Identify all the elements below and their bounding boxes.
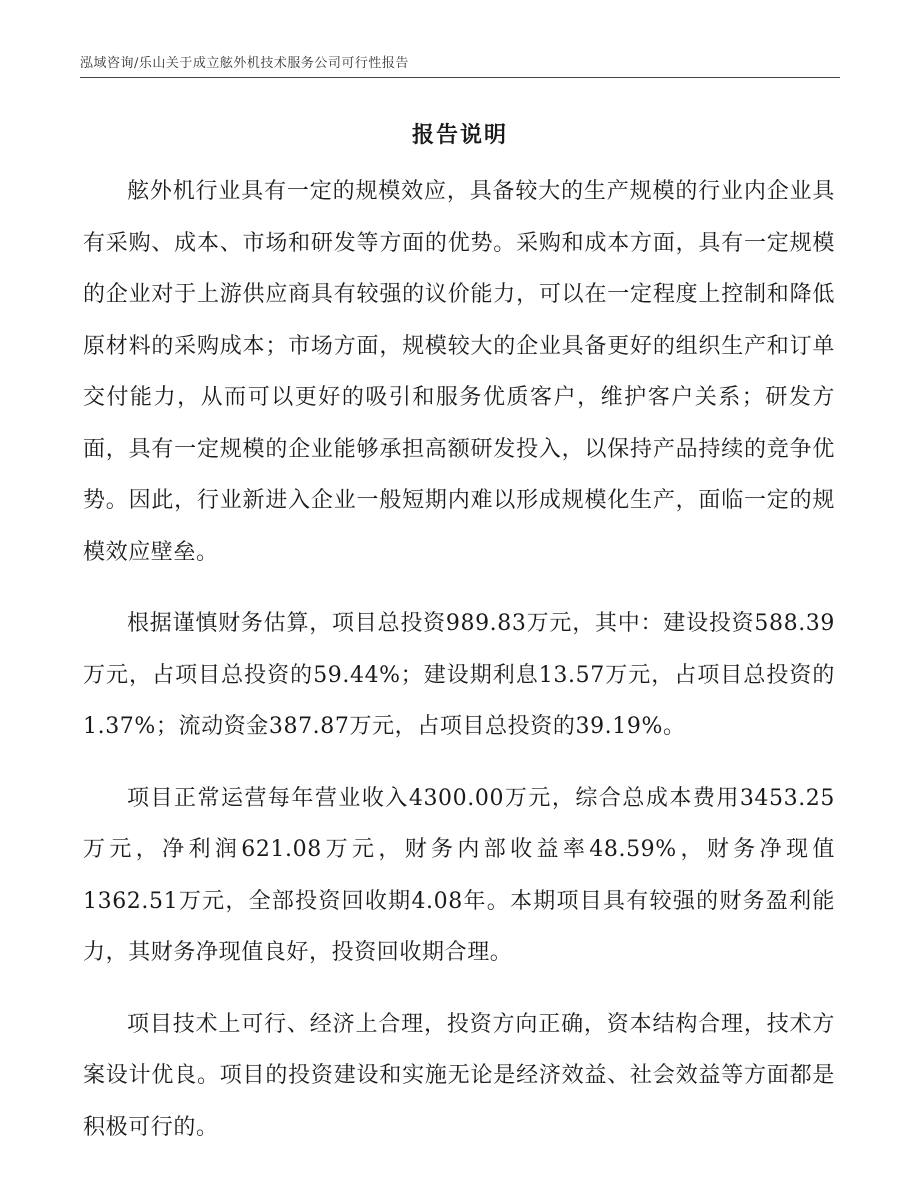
paragraph-industry-scale: 舷外机行业具有一定的规模效应，具备较大的生产规模的行业内企业具有采购、成本、市场和研发等方面的优势。采购和成本方面，具有一定规模的企业对于上游供应商具有较强的议价能力，可以在一定程度上控制和降低原材料的采购成本；市场方面，规模较大的企业具备更好的组织生产和订单交付能力，从而可以更好的吸引和服务优质客户，维护客户关系；研发方面，具有一定规模的企业能够承担高额研发投入，以保持产品持续的竞争优势。因此，行业新进入企业一般短期内难以形成规模化生产，面临一定的规模效应壁垒。 (83, 179, 835, 565)
running-header: 泓域咨询/乐山关于成立舷外机技术服务公司可行性报告 (80, 56, 409, 71)
report-body (83, 166, 835, 1173)
section-title: 报告说明 (411, 122, 508, 148)
header-divider (80, 77, 840, 78)
paragraph-investment-estimate: 根据谨慎财务估算，项目总投资989.83万元，其中：建设投资588.39万元，占项目总投资的59.44%；建设期利息13.57万元，占项目总投资的1.37%；流动资金387.87万元，占项目总投资的39.19%。 (83, 611, 835, 739)
paragraph-feasibility-conclusion: 项目技术上可行、经济上合理，投资方向正确，资本结构合理，技术方案设计优良。项目的投资建设和实施无论是经济效益、社会效益等方面都是积极可行的。 (83, 1011, 835, 1140)
paragraph-operating-returns: 项目正常运营每年营业收入4300.00万元，综合总成本费用3453.25万元，净利润621.08万元，财务内部收益率48.59%，财务净现值1362.51万元，全部投资回收期4.08年。本期项目具有较强的财务盈利能力，其财务净现值良好，投资回收期合理。 (83, 785, 835, 965)
